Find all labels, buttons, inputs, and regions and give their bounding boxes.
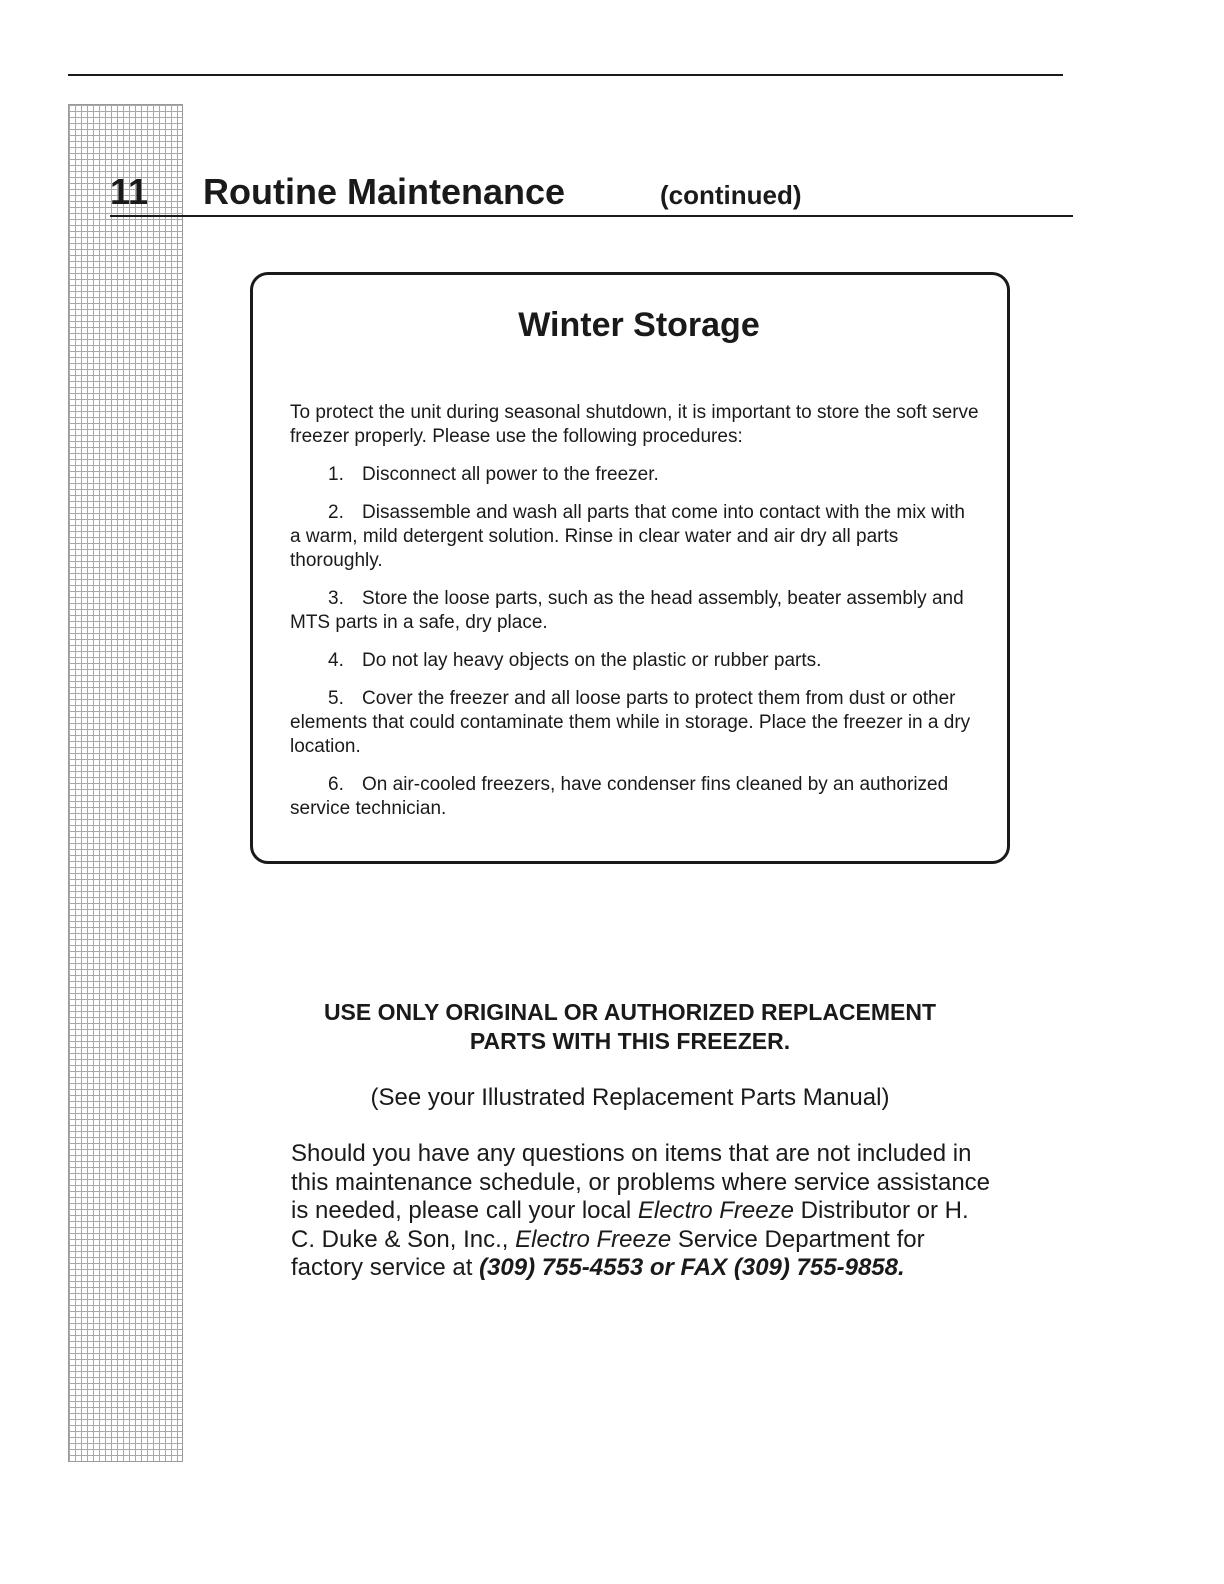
parts-manual-note: (See your Illustrated Replacement Parts Manual) — [370, 1084, 890, 1111]
brand-name: Electro Freeze — [515, 1225, 672, 1253]
procedure-step — [290, 649, 980, 673]
winter-storage-intro: To protect the unit during seasonal shutdown, it is important to store the soft serve freezer properly. Please use the following procedures: — [290, 402, 979, 447]
contact-text: Should you have any questions on items that are not included in this maintenance schedule, or problems where service assistance is needed, please call your local — [291, 1140, 991, 1224]
procedure-step — [290, 463, 980, 487]
procedure-step — [290, 773, 980, 821]
step-text: Store the loose parts, such as the head assembly, beater assembly and MTS parts in a safe, dry place. — [290, 588, 964, 633]
brand-name: Electro Freeze — [637, 1197, 794, 1224]
step-text: On air-cooled freezers, have condenser fins cleaned by an authorized service technician. — [290, 774, 949, 819]
contact-text: Distributor or H. C. Duke & Son, Inc., — [291, 1197, 969, 1253]
procedure-step — [290, 587, 980, 635]
step-number: 4. — [328, 650, 344, 671]
step-number: 3. — [328, 588, 344, 609]
phone-fax-numbers: (309) 755-4553 or FAX (309) 755-9858. — [479, 1254, 905, 1281]
warning-line-1: USE ONLY ORIGINAL OR AUTHORIZED REPLACEMENT — [323, 999, 937, 1025]
section-number: 11 — [110, 171, 149, 212]
step-number: 1. — [328, 464, 344, 485]
step-number: 6. — [328, 774, 344, 795]
grid-sidebar-decoration — [68, 104, 183, 1462]
step-number: 5. — [328, 688, 344, 709]
service-contact-paragraph — [291, 1140, 991, 1283]
winter-storage-box — [250, 272, 1010, 864]
step-text: Cover the freezer and all loose parts to protect them from dust or other elements that could contaminate them while in storage. Place the freezer in a dry location. — [290, 688, 971, 757]
replacement-parts-warning — [250, 998, 1010, 1056]
step-number: 2. — [328, 502, 344, 523]
step-text: Disassemble and wash all parts that come into contact with the mix with a warm, mild detergent solution. Rinse in clear water and air dry all parts thoroughly. — [290, 502, 965, 571]
procedure-step — [290, 501, 980, 573]
section-title: Routine Maintenance — [203, 171, 566, 212]
warning-line-2: PARTS WITH THIS FREEZER. — [469, 1028, 791, 1054]
step-text: Do not lay heavy objects on the plastic or rubber parts. — [362, 650, 822, 671]
winter-storage-body — [290, 401, 980, 835]
contact-text: Service Department for factory service at — [291, 1225, 925, 1281]
section-subtitle: (continued) — [660, 180, 802, 210]
top-rule — [68, 74, 1063, 76]
winter-storage-title: Winter Storage — [518, 306, 760, 344]
section-rule — [110, 215, 1073, 217]
procedure-step — [290, 687, 980, 759]
step-text: Disconnect all power to the freezer. — [362, 464, 659, 485]
